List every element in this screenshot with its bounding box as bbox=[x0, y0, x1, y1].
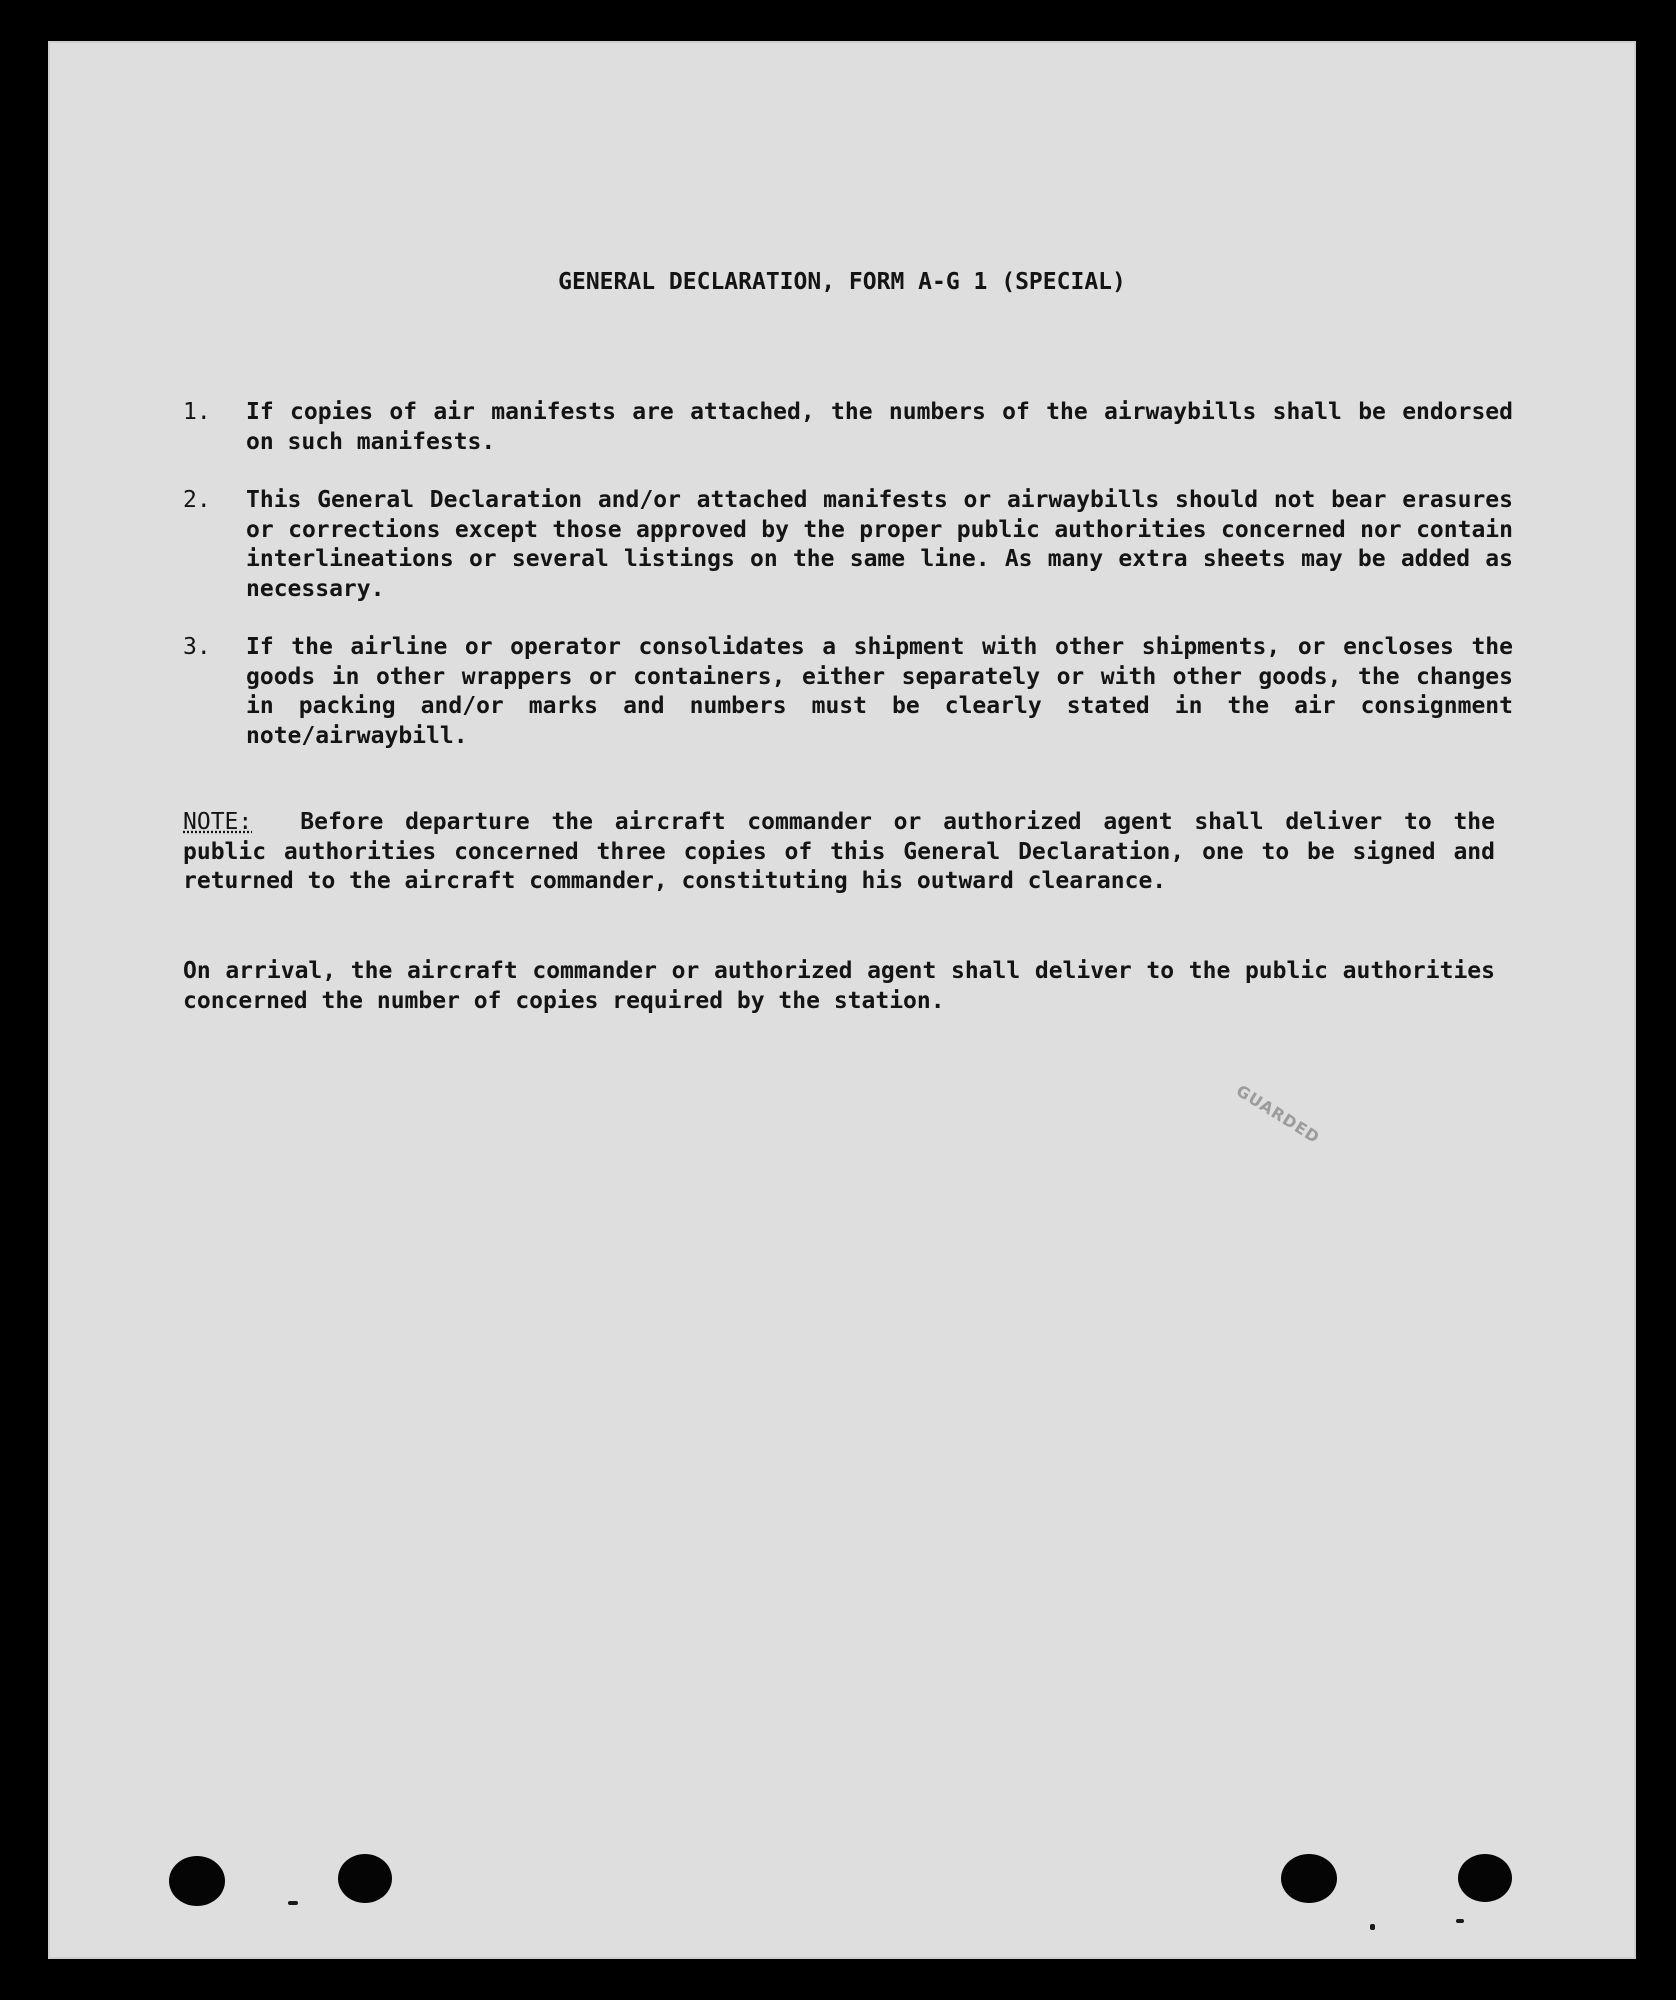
punch-hole bbox=[169, 1856, 225, 1906]
punch-hole bbox=[338, 1854, 392, 1903]
speck bbox=[1456, 1919, 1464, 1923]
list-item bbox=[183, 633, 1513, 751]
list-item bbox=[183, 398, 1513, 457]
note-paragraph bbox=[183, 808, 1495, 897]
document-page bbox=[48, 41, 1636, 1959]
arrival-paragraph: On arrival, the aircraft commander or authorized agent shall deliver to the public authorities concerned the number of copies required by the station. bbox=[183, 958, 1495, 1014]
list-item bbox=[183, 486, 1513, 604]
punch-hole bbox=[1281, 1854, 1337, 1903]
faded-stamp: GUARDED bbox=[1232, 1081, 1324, 1148]
note-text: Before departure the aircraft commander or authorized agent shall deliver to the public authorities concerned three copies of this General Declaration, one to be signed and returned to the aircraft commander, constituting his outward clearance. bbox=[183, 809, 1495, 894]
note-label: NOTE: bbox=[183, 809, 253, 835]
item-number: 3. bbox=[183, 634, 211, 660]
item-text: If copies of air manifests are attached, the numbers of the airwaybills shall be endorsed on such manifests. bbox=[246, 399, 1513, 455]
speck bbox=[1370, 1924, 1375, 1930]
item-number: 1. bbox=[183, 399, 211, 425]
item-text: This General Declaration and/or attached manifests or airwaybills should not bear erasures or corrections except those approved by the proper public authorities concerned nor contain interlineations or several listings on the same line. As many extra sheets may be added as necessary. bbox=[246, 487, 1513, 602]
document-title: GENERAL DECLARATION, FORM A-G 1 (SPECIAL) bbox=[558, 269, 1126, 295]
item-text: If the airline or operator consolidates a shipment with other shipments, or encloses the goods in other wrappers or containers, either separately or with other goods, the changes in packing and/or marks and numbers must be clearly stated in the air consignment note/airwaybill. bbox=[246, 634, 1513, 749]
speck bbox=[288, 1901, 298, 1905]
item-number: 2. bbox=[183, 487, 211, 513]
punch-hole bbox=[1458, 1854, 1512, 1902]
